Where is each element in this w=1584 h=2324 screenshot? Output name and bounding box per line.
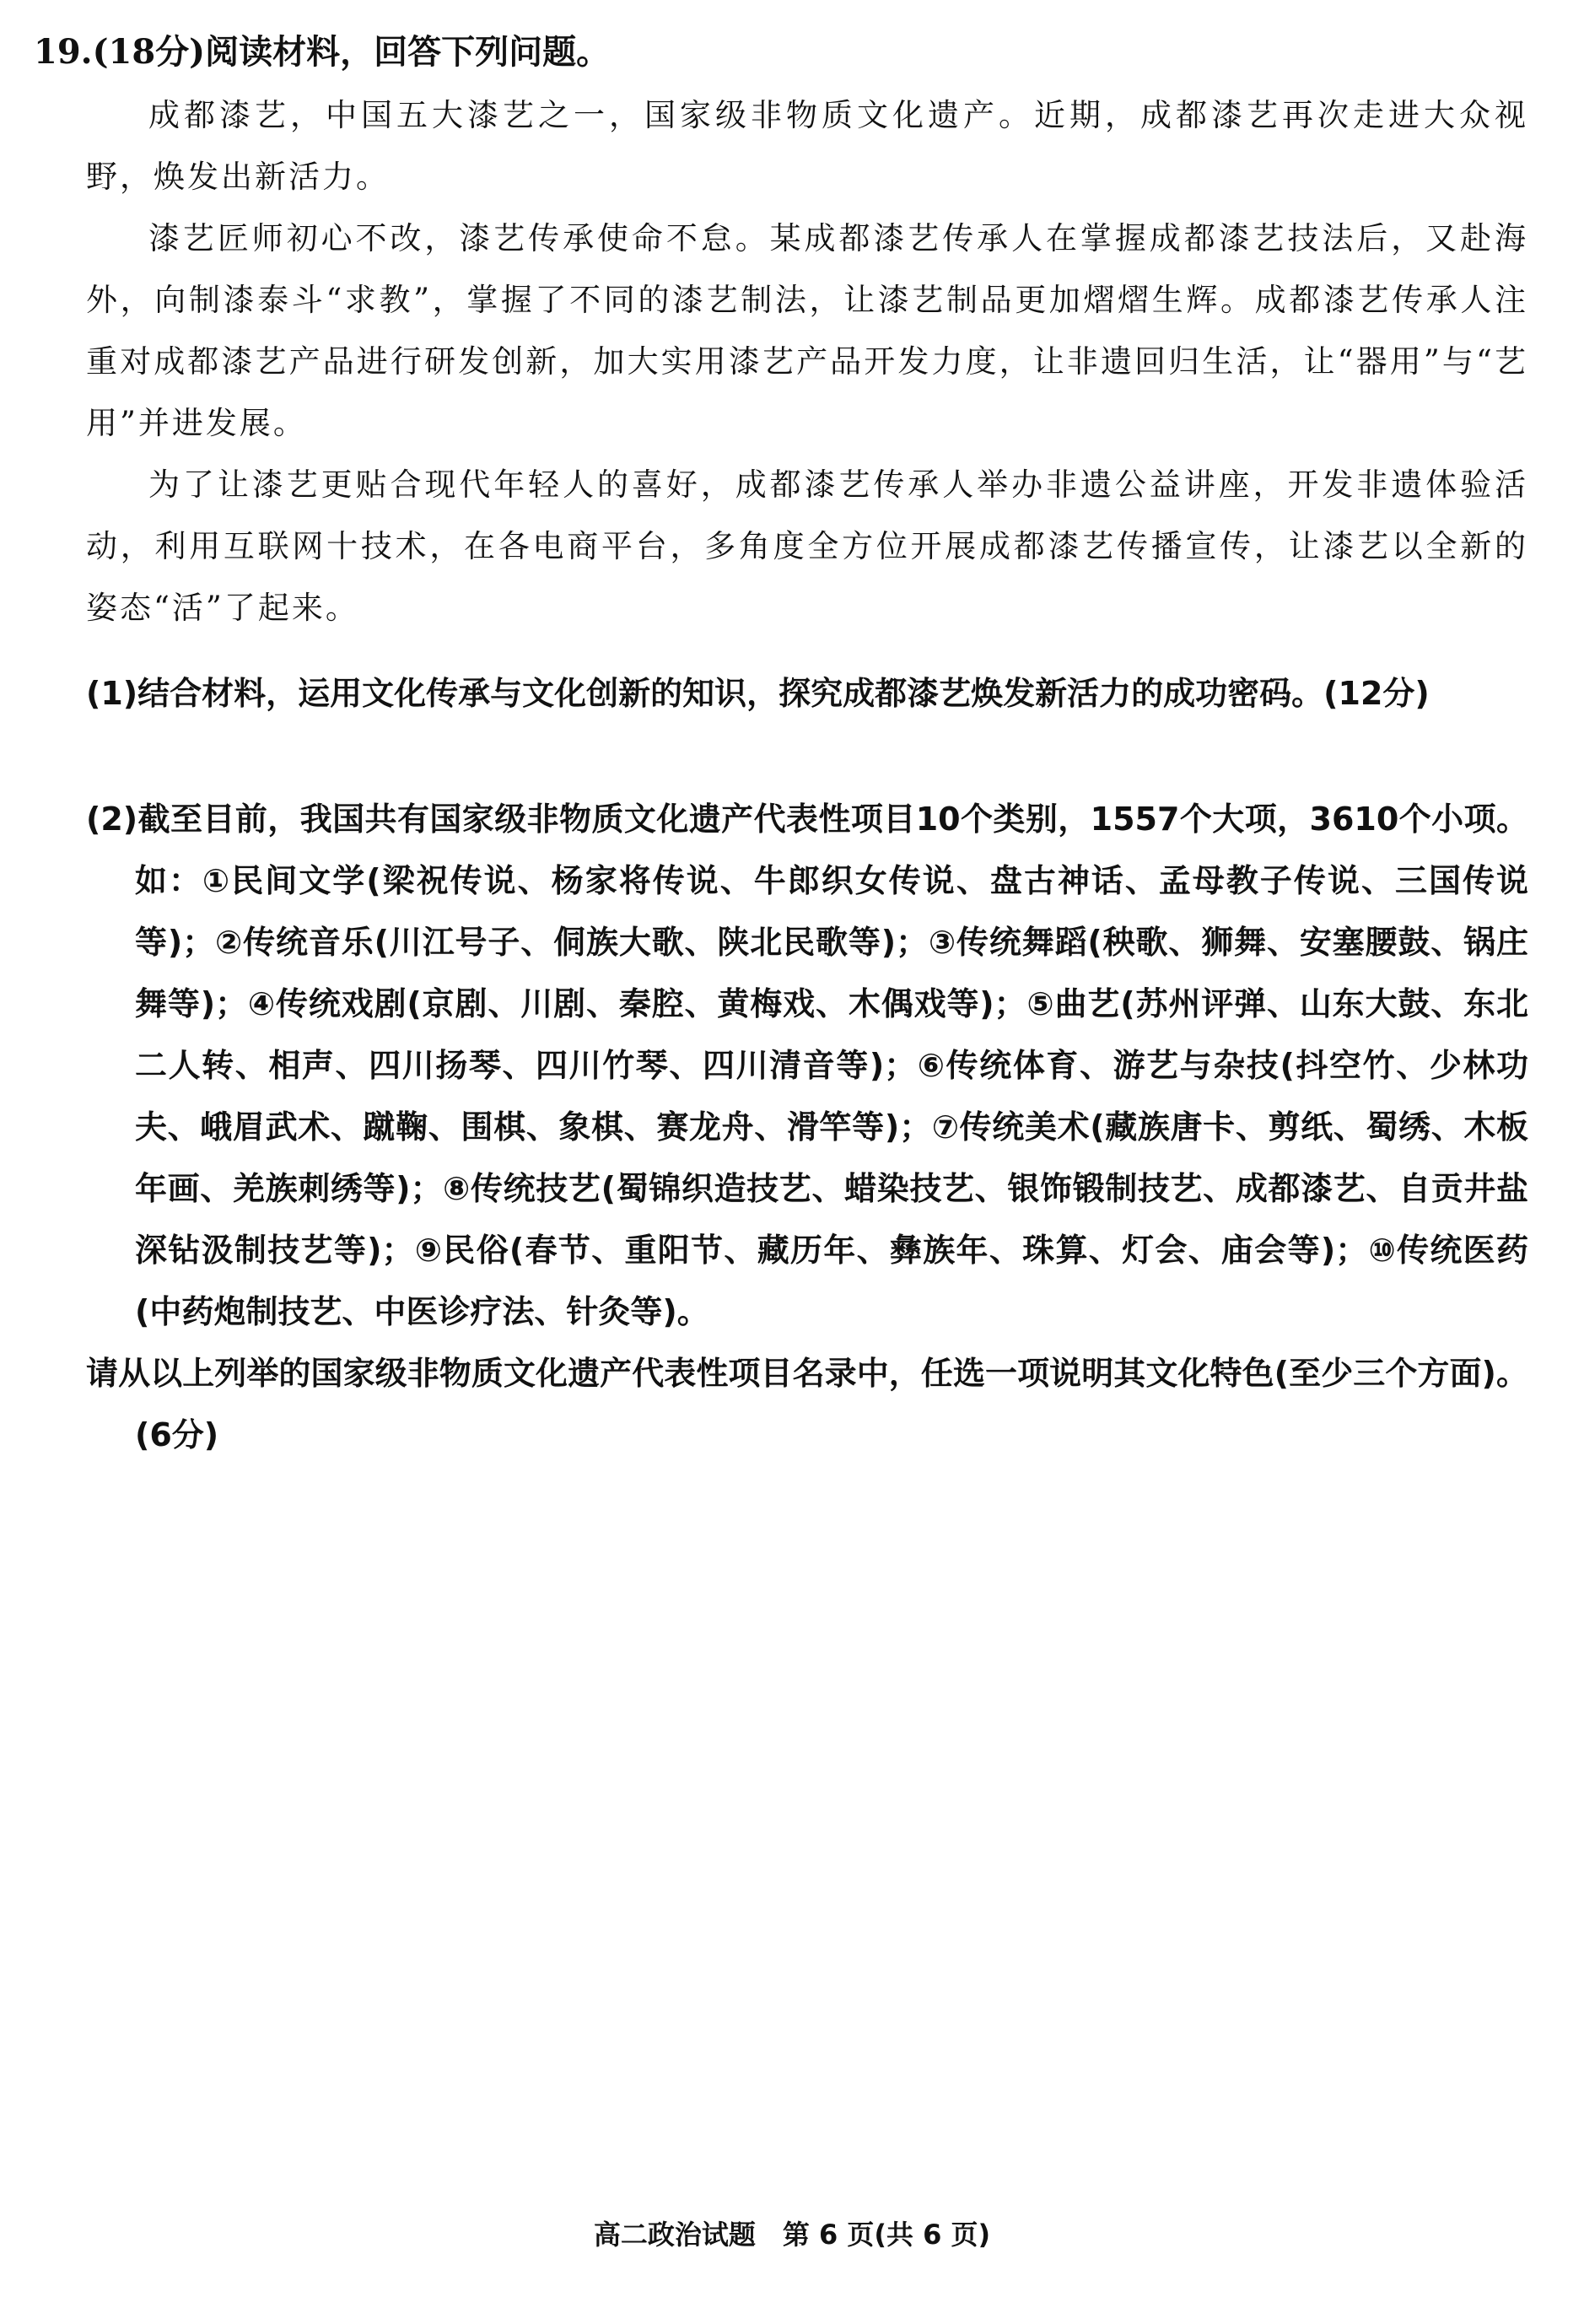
material-paragraph-3: 为了让漆艺更贴合现代年轻人的喜好，成都漆艺传承人举办非遗公益讲座，开发非遗体验活动，利用互联网十技术，在各电商平台，多角度全方位开展成都漆艺传播宣传，让漆艺以全新的姿态“活”了起来。 [86, 466, 1528, 626]
question-title: 19.(18分)阅读材料，回答下列问题。 [34, 32, 611, 72]
sub-question-2-ask: 请从以上列举的国家级非物质文化遗产代表性项目名录中，任选一项说明其文化特色(至少三个方面)。(6分) [86, 1355, 1528, 1453]
sub-question-2-text: (2)截至目前，我国共有国家级非物质文化遗产代表性项目10个类别，1557个大项，3610个小项。如：①民间文学(梁祝传说、杨家将传说、牛郎织女传说、盘古神话、孟母教子传说、三国传说等)；②传统音乐(川江号子、侗族大歌、陕北民歌等)；③传统舞蹈(秧歌、狮舞、安塞腰鼓、锅庄舞等)；④传统戏剧(京剧、川剧、秦腔、黄梅戏、木偶戏等)；⑤曲艺(苏州评弹、山东大鼓、东北二人转、相声、四川扬琴、四川竹琴、四川清音等)；⑥传统体育、游艺与杂技(抖空竹、少林功夫、峨眉武术、蹴鞠、围棋、象棋、赛龙舟、滑竿等)；⑦传统美术(藏族唐卡、剪纸、蜀绣、木板年画、羌族刺绣等)；⑧传统技艺(蜀锦织造技艺、蜡染技艺、银饰锻制技艺、成都漆艺、自贡井盐深钻汲制技艺等)；⑨民俗(春节、重阳节、藏历年、彝族年、珠算、灯会、庙会等)；⑩传统医药(中药炮制技艺、中医诊疗法、针灸等)。 [86, 801, 1528, 1330]
sub-question-1-text: (1)结合材料，运用文化传承与文化创新的知识，探究成都漆艺焕发新活力的成功密码。(12分) [86, 675, 1430, 712]
reading-material [86, 84, 1528, 639]
sub-question-1 [86, 663, 1528, 725]
material-paragraph-2: 漆艺匠师初心不改，漆艺传承使命不怠。某成都漆艺传承人在掌握成都漆艺技法后，又赴海外，向制漆泰斗“求教”，掌握了不同的漆艺制法，让漆艺制品更加熠熠生辉。成都漆艺传承人注重对成都漆艺产品进行研发创新，加大实用漆艺产品开发力度，让非遗回归生活，让“器用”与“艺用”并进发展。 [86, 220, 1528, 441]
material-paragraph-1: 成都漆艺，中国五大漆艺之一，国家级非物质文化遗产。近期，成都漆艺再次走进大众视野，焕发出新活力。 [86, 97, 1528, 195]
page-footer: 高二政治试题 第 6 页(共 6 页) [593, 2219, 991, 2251]
sub-question-2 [86, 789, 1528, 1466]
